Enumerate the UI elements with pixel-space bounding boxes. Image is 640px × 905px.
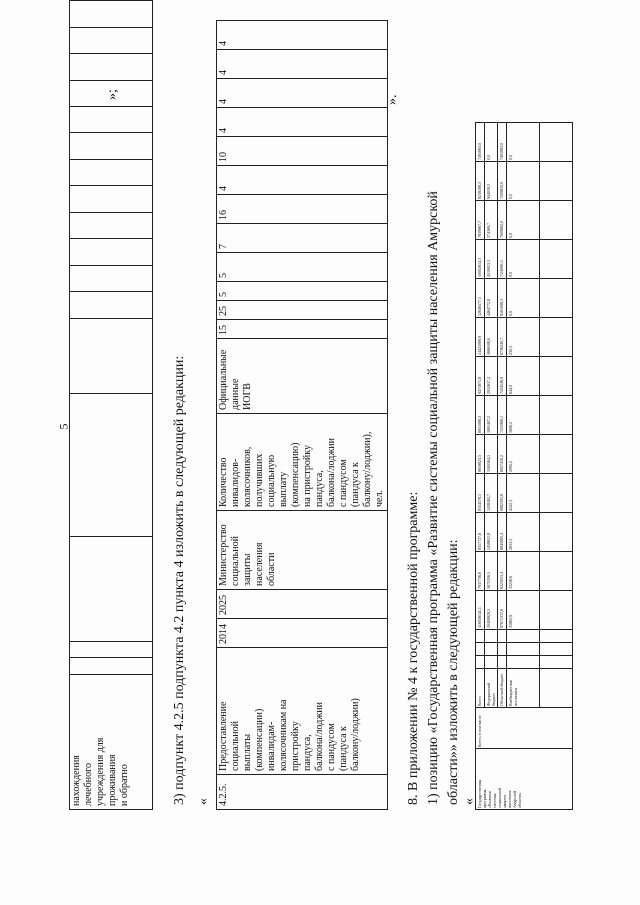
- line: области: [266, 552, 277, 586]
- line: пристройку: [290, 721, 301, 771]
- value-cell: 4: [217, 166, 388, 195]
- open-quote-2: «: [462, 798, 477, 805]
- line: инвалидам-: [266, 721, 277, 771]
- indicator: [217, 414, 388, 511]
- value-cell: 4: [217, 21, 388, 50]
- value-cell: 6892391,8: [498, 474, 507, 513]
- top-cell-line: проживания: [107, 754, 118, 806]
- value-cell: 4: [217, 79, 388, 108]
- value-cell: 230,3: [507, 318, 540, 357]
- line: Количество: [218, 457, 229, 507]
- line: чел.: [374, 490, 385, 507]
- value-cell: 4464772,8: [485, 279, 498, 318]
- value-cell: 4: [217, 50, 388, 79]
- value-cell: 7116991,1: [498, 240, 507, 279]
- value-cell: 7504548,9: [498, 357, 507, 396]
- value-cell: 4519023,3: [485, 240, 498, 279]
- line: ИОГВ: [242, 383, 253, 410]
- value-cell: 0,0: [507, 201, 540, 240]
- line: социальной: [497, 788, 502, 808]
- closing-quote-1: »;: [105, 89, 120, 100]
- page-number: 5: [56, 423, 71, 430]
- value-cell: 7405883,0: [476, 123, 485, 162]
- top-cell-line: лечебного: [83, 763, 94, 806]
- closing-quote-2: ».: [385, 94, 400, 105]
- value-cell: 6957410,2: [498, 435, 507, 474]
- paragraph-8-2: области»» изложить в следующей редакции:: [446, 539, 461, 805]
- value-cell: 33236,6: [507, 552, 540, 591]
- line: выплаты: [242, 733, 253, 771]
- value-cell: 8736240,7: [498, 318, 507, 357]
- value-cell: 5: [217, 253, 388, 282]
- value-cell: 31865,9: [507, 591, 540, 630]
- value-cell: 1458621,8: [485, 513, 498, 552]
- value-cell: 7839967,7: [476, 201, 485, 240]
- responsible: [217, 511, 388, 590]
- value-cell: 374369,7: [485, 201, 498, 240]
- value-cell: 8239188,3: [476, 162, 485, 201]
- value-cell: 87671337,6: [498, 591, 507, 630]
- line: Официальные: [218, 349, 229, 410]
- measure-name: [217, 648, 388, 775]
- value-cell: 1595564,5: [485, 435, 498, 474]
- line: балкона/лоджии: [314, 702, 325, 771]
- top-cell-line: учреждения для: [95, 737, 106, 806]
- top-table-cell-place: [70, 675, 153, 810]
- line: получивших: [254, 453, 265, 507]
- top-cell-line: нахождения: [71, 755, 82, 806]
- data-source: [217, 339, 388, 414]
- year-start: 2014: [217, 619, 388, 648]
- row-label: Внебюджетные источники: [507, 669, 540, 708]
- value-cell: 4: [217, 108, 388, 137]
- line: социальной: [230, 536, 241, 586]
- value-cell: 1691407,2: [485, 396, 498, 435]
- line: на пристройку: [302, 445, 313, 507]
- value-cell: 7225966,1: [498, 396, 507, 435]
- line: колясочникам на: [278, 699, 289, 771]
- program-name: [476, 749, 573, 810]
- line: системы: [492, 793, 497, 808]
- value-cell: 7937736,6: [476, 552, 485, 591]
- value-cell: 0,0: [507, 162, 540, 201]
- line: защиты: [242, 553, 253, 586]
- open-quote-1: «: [196, 798, 211, 805]
- line: (компенсации): [254, 708, 265, 771]
- row-label: Областной бюджет: [498, 669, 507, 708]
- row-label: Всего: [476, 669, 485, 708]
- value-cell: 5666508,6: [485, 318, 498, 357]
- line: Государственная: [477, 779, 482, 808]
- value-cell: 15: [217, 320, 388, 339]
- row-4-2-5-table: [216, 20, 388, 810]
- total-label: Всего, в том числе: [476, 708, 573, 749]
- line: с пандусом: [326, 723, 337, 771]
- line: «Развитие: [487, 790, 492, 808]
- row-label: Федеральный бюджет: [485, 669, 498, 708]
- line: социальную: [266, 454, 277, 507]
- value-cell: 12646577,1: [476, 279, 485, 318]
- value-cell: 7405883,0: [498, 123, 507, 162]
- value-cell: 10: [217, 137, 388, 166]
- value-cell: 0,0: [485, 123, 498, 162]
- financing-table: [475, 122, 573, 810]
- value-cell: 4122,3: [507, 474, 540, 513]
- year-end: 2025: [217, 590, 388, 619]
- line: программа: [482, 789, 487, 808]
- line: колясочников,: [242, 446, 253, 507]
- line: балкона/лоджии: [326, 438, 337, 507]
- line: (пандуса к: [338, 726, 349, 771]
- line: Амурской: [512, 790, 517, 808]
- line: Министерство: [218, 524, 229, 586]
- value-cell: 10002614,3: [476, 240, 485, 279]
- value-cell: 16: [217, 195, 388, 224]
- value-cell: 8354578,1: [476, 474, 485, 513]
- value-cell: 7009662,0: [498, 201, 507, 240]
- value-cell: 25: [217, 301, 388, 320]
- line: пандуса,: [314, 470, 325, 507]
- value-cell: 1606,2: [507, 396, 540, 435]
- value-cell: 8317727,6: [476, 513, 485, 552]
- line: социальной: [230, 721, 241, 771]
- value-cell: 0,0: [507, 123, 540, 162]
- line: защиты: [502, 794, 507, 808]
- top-table-fragment: [69, 0, 153, 810]
- line: пандуса,: [302, 734, 313, 771]
- value-cell: 2633,3: [507, 513, 540, 552]
- value-cell: 0,0: [507, 279, 540, 318]
- line: населения: [507, 790, 512, 808]
- value-cell: 2095,2: [507, 435, 540, 474]
- value-cell: 6223053,4: [498, 552, 507, 591]
- line: данные: [230, 378, 241, 410]
- paragraph-8: 8. В приложении № 4 к государственной программе:: [406, 491, 421, 805]
- value-cell: 2932637,2: [485, 357, 498, 396]
- line: области»: [517, 792, 522, 808]
- value-cell: 9471871,8: [476, 357, 485, 396]
- line: балкону/лоджии),: [362, 431, 373, 507]
- line: с пандусом: [338, 459, 349, 507]
- value-cell: 5: [217, 282, 388, 301]
- line: (компенсацию): [290, 442, 301, 507]
- line: населения: [254, 542, 265, 586]
- paragraph-8-1: 1) позицию «Государственная программа «Развитие системы социальной защиты населения Амурской: [426, 191, 441, 805]
- value-cell: 1675356,5: [485, 552, 498, 591]
- top-cell-line: и обратно: [119, 764, 130, 806]
- value-cell: 20409929,5: [485, 591, 498, 630]
- value-cell: 8951088,3: [476, 396, 485, 435]
- value-cell: 644,9: [507, 357, 540, 396]
- line: выплату: [278, 471, 289, 507]
- line: балкону/лоджии): [350, 698, 361, 771]
- value-cell: 6845695,4: [498, 513, 507, 552]
- value-cell: 0,0: [507, 240, 540, 279]
- value-cell: 14421089,9: [476, 318, 485, 357]
- line: Предоставление: [218, 701, 229, 771]
- value-cell: 1438182,7: [485, 474, 498, 513]
- value-cell: 944039,3: [485, 162, 498, 201]
- line: инвалидов-: [230, 458, 241, 507]
- value-cell: 8659823,5: [476, 435, 485, 474]
- value-cell: 7209850,0: [498, 162, 507, 201]
- paragraph-3: 3) подпункт 4.2.5 подпункта 4.2 пункта 4 изложить в следующей редакции:: [172, 355, 187, 805]
- value-cell: 8161098,3: [498, 279, 507, 318]
- value-cell: 7: [217, 224, 388, 253]
- line: (пандуса к: [350, 462, 361, 507]
- value-cell: 116058341,1: [476, 591, 485, 630]
- row-number: 4.2.5.: [217, 775, 388, 810]
